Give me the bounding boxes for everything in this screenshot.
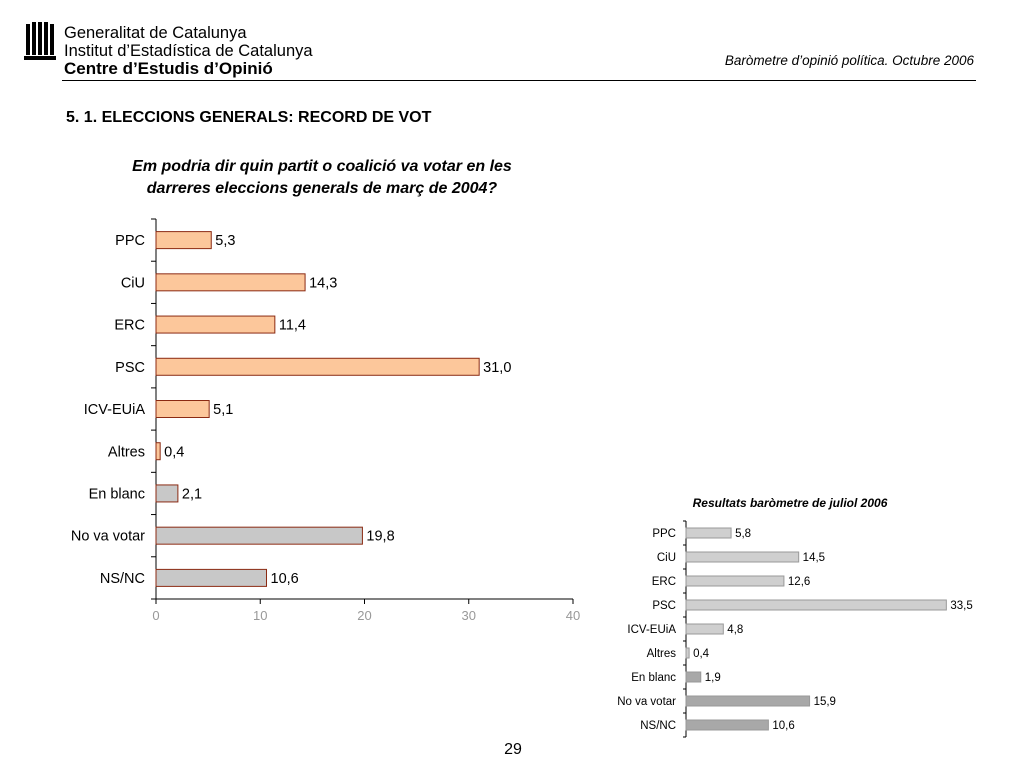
main-bar-no-va-votar: [156, 527, 362, 544]
mini-data-label: 33,5: [950, 600, 973, 613]
main-x-tick-label: 0: [152, 608, 160, 623]
org-line-1: Generalitat de Catalunya: [64, 24, 247, 42]
page-number: 29: [504, 741, 522, 758]
main-bar-altres: [156, 443, 160, 460]
mini-data-label: 12,6: [787, 576, 811, 589]
main-category-label: NS/NC: [99, 570, 145, 587]
mini-data-label: 5,8: [735, 528, 752, 541]
mini-bar-altres: [686, 648, 689, 658]
main-x-tick-label: 30: [461, 608, 476, 623]
main-x-tick-label: 20: [357, 608, 372, 623]
main-category-label: ICV-EUiA: [83, 402, 145, 419]
mini-category-label: Altres: [646, 648, 676, 661]
org-line-3: Centre d’Estudis d’Opinió: [64, 59, 273, 78]
mini-category-label: PSC: [652, 600, 676, 613]
main-category-label: ERC: [114, 317, 145, 334]
mini-bar-ciu: [686, 552, 799, 562]
main-category-label: CiU: [120, 275, 145, 292]
mini-bar-en-blanc: [686, 672, 701, 682]
mini-bar-psc: [686, 600, 946, 610]
main-category-label: PSC: [115, 359, 145, 376]
report-title: Baròmetre d’opinió política. Octubre 2006: [724, 53, 974, 68]
main-bar-erc: [156, 316, 275, 333]
main-bar-ns-nc: [156, 569, 267, 586]
main-data-label: 31,0: [483, 359, 512, 376]
mini-data-label: 15,9: [813, 696, 836, 709]
mini-category-label: ICV-EUiA: [627, 624, 676, 637]
mini-bar-icv-euia: [686, 624, 723, 634]
main-data-label: 11,4: [278, 317, 307, 334]
mini-category-label: PPC: [652, 528, 676, 541]
main-bar-icv-euia: [156, 401, 209, 418]
mini-data-label: 10,6: [772, 720, 795, 733]
mini-category-label: NS/NC: [640, 720, 676, 733]
main-data-label: 0,4: [164, 444, 185, 461]
main-category-label: No va votar: [70, 528, 145, 545]
mini-bar-ns-nc: [686, 720, 768, 730]
mini-bar-ppc: [686, 528, 731, 538]
mini-data-label: 1,9: [704, 672, 721, 685]
main-category-label: PPC: [115, 233, 145, 250]
main-data-label: 10,6: [270, 570, 299, 587]
main-data-label: 19,8: [366, 528, 395, 545]
main-chart-title: Em podria dir quin partit o coalició va votar en les darreres eleccions generals de març de 2004?: [132, 158, 512, 197]
mini-category-label: No va votar: [617, 696, 676, 709]
mini-data-label: 0,4: [693, 648, 710, 661]
mini-bar-erc: [686, 576, 784, 586]
mini-data-label: 4,8: [727, 624, 744, 637]
main-data-label: 5,3: [215, 233, 236, 250]
org-line-2: Institut d’Estadística de Catalunya: [64, 42, 313, 60]
mini-category-label: En blanc: [631, 672, 676, 685]
mini-category-label: CiU: [656, 552, 676, 565]
main-data-label: 5,1: [213, 402, 234, 419]
main-bar-en-blanc: [156, 485, 178, 502]
mini-category-label: ERC: [651, 576, 676, 589]
main-data-label: 2,1: [181, 486, 203, 503]
main-bar-ciu: [156, 274, 305, 291]
mini-bar-no-va-votar: [686, 696, 810, 706]
main-bar-ppc: [156, 232, 211, 249]
main-category-label: Altres: [107, 444, 145, 461]
main-category-label: En blanc: [88, 486, 145, 503]
main-x-tick-label: 40: [565, 608, 581, 623]
main-data-label: 14,3: [309, 275, 338, 292]
main-bar-psc: [156, 358, 479, 375]
main-x-tick-label: 10: [253, 608, 268, 623]
mini-chart-title: Resultats baròmetre de juliol 2006: [692, 496, 888, 510]
section-title: 5. 1. ELECCIONS GENERALS: RECORD DE VOT: [66, 109, 432, 126]
mini-data-label: 14,5: [802, 552, 826, 565]
